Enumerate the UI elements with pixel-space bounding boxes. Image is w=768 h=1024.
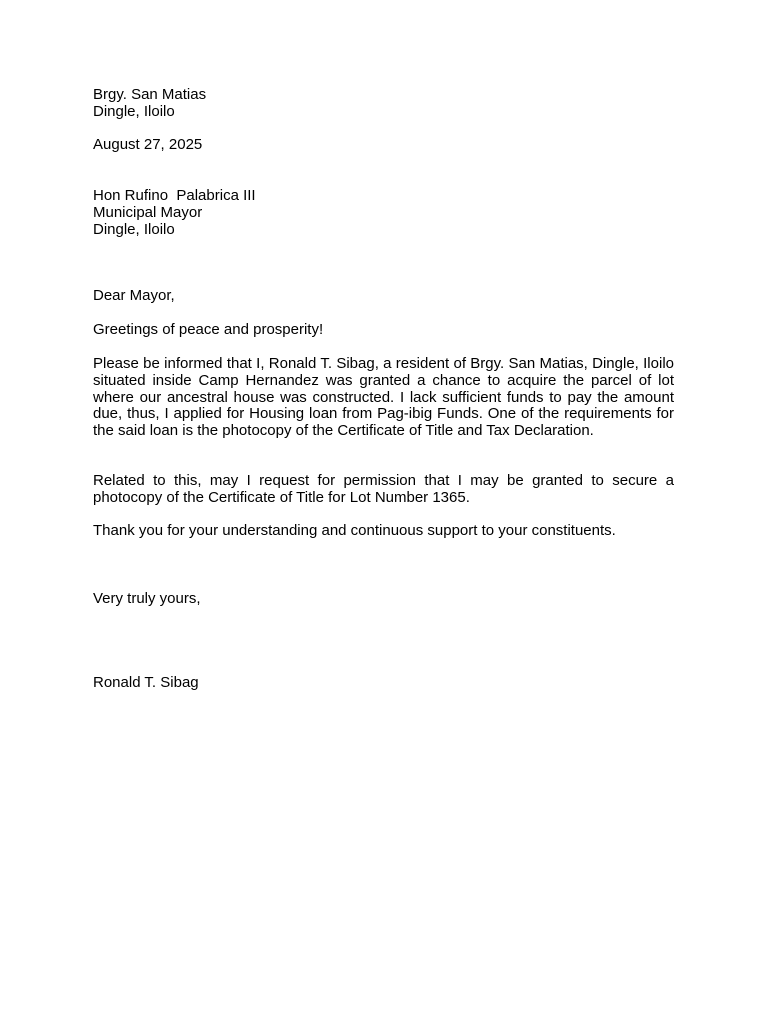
salutation: Dear Mayor,: [93, 287, 175, 304]
greeting-line: Greetings of peace and prosperity!: [93, 321, 324, 338]
recipient-address: Dingle, Iloilo: [93, 220, 175, 238]
sender-line-1: Brgy. San Matias: [93, 86, 207, 103]
letter-date: August 27, 2025: [93, 136, 203, 153]
closing-line: Very truly yours,: [93, 590, 201, 607]
sender-line-2: Dingle, Iloilo: [93, 102, 175, 120]
recipient-title: Municipal Mayor: [93, 203, 203, 221]
recipient-name: Hon Rufino Palabrica III: [93, 187, 256, 204]
signature-name: Ronald T. Sibag: [93, 674, 199, 691]
body-paragraph-3: Thank you for your understanding and continuous support to your constituents.: [93, 522, 616, 539]
body-paragraph-2: Related to this, may I request for permission that I may be granted to secure a photocopy of the Certificate of Title for Lot Number 1365.: [93, 472, 674, 506]
sender-address: [93, 87, 206, 121]
recipient-block: [93, 188, 256, 238]
body-paragraph-1: Please be informed that I, Ronald T. Sibag, a resident of Brgy. San Matias, Dingle, Iloilo situated inside Camp Hernandez was granted a chance to acquire the parcel of lot where our ancestral house was constructed. I lack sufficient funds to pay the amount due, thus, I applied for Housing loan from Pag-ibig Funds. One of the requirements for the said loan is the photocopy of the Certificate of Title and Tax Declaration.: [93, 355, 674, 440]
